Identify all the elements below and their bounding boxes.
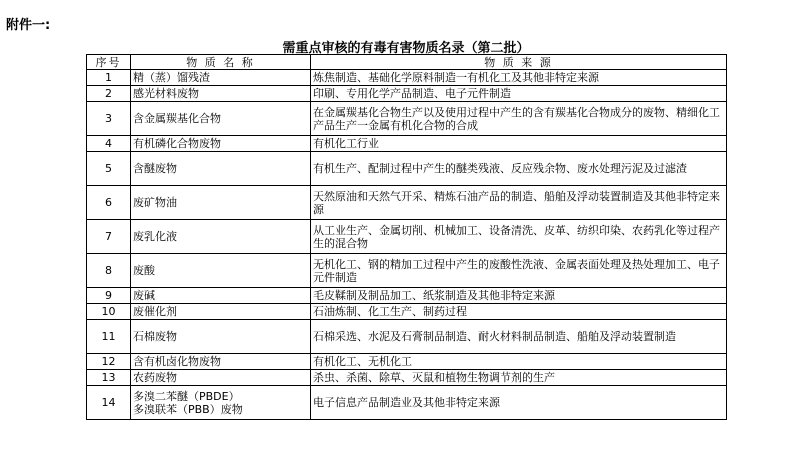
header-name: 物 质 名 称 xyxy=(131,55,311,70)
row-name: 感光材料废物 xyxy=(131,86,311,102)
row-source: 石棉采选、水泥及石膏制品制造、耐火材料制品制造、船舶及浮动装置制造 xyxy=(311,320,727,354)
row-name: 精（蒸）馏残渣 xyxy=(131,70,311,86)
row-index: 13 xyxy=(87,370,131,386)
row-source: 电子信息产品制造业及其他非特定来源 xyxy=(311,386,727,420)
row-name: 含金属羰基化合物 xyxy=(131,102,311,136)
document-title: 需重点审核的有毒有害物质名录（第二批） xyxy=(282,41,530,56)
table-row xyxy=(87,152,727,186)
row-name: 废酸 xyxy=(131,254,311,288)
row-name: 含醚废物 xyxy=(131,152,311,186)
row-source: 印刷、专用化学产品制造、电子元件制造 xyxy=(311,86,727,102)
row-index: 7 xyxy=(87,220,131,254)
table-row xyxy=(87,288,727,304)
row-source: 石油炼制、化工生产、制药过程 xyxy=(311,304,727,320)
row-index: 4 xyxy=(87,136,131,152)
row-source: 杀虫、杀菌、除草、灭鼠和植物生物调节剂的生产 xyxy=(311,370,727,386)
row-name: 废催化剂 xyxy=(131,304,311,320)
row-index: 1 xyxy=(87,70,131,86)
row-index: 5 xyxy=(87,152,131,186)
row-index: 6 xyxy=(87,186,131,220)
row-name: 石棉废物 xyxy=(131,320,311,354)
table-row xyxy=(87,254,727,288)
row-source: 毛皮鞣制及制品加工、纸浆制造及其他非特定来源 xyxy=(311,288,727,304)
table-row xyxy=(87,136,727,152)
row-index: 2 xyxy=(87,86,131,102)
table-row xyxy=(87,320,727,354)
substance-table xyxy=(86,54,727,420)
table-row xyxy=(87,386,727,420)
row-source: 天然原油和天然气开采、精炼石油产品的制造、船舶及浮动装置制造及其他非特定来源 xyxy=(311,186,727,220)
row-source: 有机生产、配制过程中产生的醚类残液、反应残余物、废水处理污泥及过滤渣 xyxy=(311,152,727,186)
header-source: 物 质 来 源 xyxy=(311,55,727,70)
table-row xyxy=(87,304,727,320)
row-source: 有机化工行业 xyxy=(311,136,727,152)
row-source: 从工业生产、金属切削、机械加工、设备清洗、皮革、纺织印染、农药乳化等过程产生的混合物 xyxy=(311,220,727,254)
row-name: 农药废物 xyxy=(131,370,311,386)
row-name: 废矿物油 xyxy=(131,186,311,220)
row-source: 炼焦制造、基础化学原料制造一有机化工及其他非特定来源 xyxy=(311,70,727,86)
row-index: 9 xyxy=(87,288,131,304)
row-source: 在金属羰基化合物生产以及使用过程中产生的含有羰基化合物成分的废物、精细化工产品生产一金属有机化合物的合成 xyxy=(311,102,727,136)
table-row xyxy=(87,86,727,102)
row-source: 有机化工、无机化工 xyxy=(311,354,727,370)
row-index: 10 xyxy=(87,304,131,320)
header-index: 序号 xyxy=(87,55,131,70)
table-header-row xyxy=(87,55,727,70)
row-name: 含有机卤化物废物 xyxy=(131,354,311,370)
row-name xyxy=(131,386,311,420)
table-row xyxy=(87,102,727,136)
row-index: 3 xyxy=(87,102,131,136)
row-index: 8 xyxy=(87,254,131,288)
table-row xyxy=(87,354,727,370)
row-source: 无机化工、钢的精加工过程中产生的废酸性洗液、金属表面处理及热处理加工、电子元件制造 xyxy=(311,254,727,288)
row-name-line: 多溴联苯（PBB）废物 xyxy=(133,402,243,416)
annex-label: 附件一: xyxy=(6,18,51,33)
table-row xyxy=(87,220,727,254)
row-name: 有机磷化合物废物 xyxy=(131,136,311,152)
table-row xyxy=(87,70,727,86)
table-row xyxy=(87,186,727,220)
row-index: 12 xyxy=(87,354,131,370)
row-name-line: 多溴二苯醚（PBDE） xyxy=(133,389,240,403)
row-name: 废碱 xyxy=(131,288,311,304)
row-index: 11 xyxy=(87,320,131,354)
row-index: 14 xyxy=(87,386,131,420)
row-name: 废乳化液 xyxy=(131,220,311,254)
table-row xyxy=(87,370,727,386)
